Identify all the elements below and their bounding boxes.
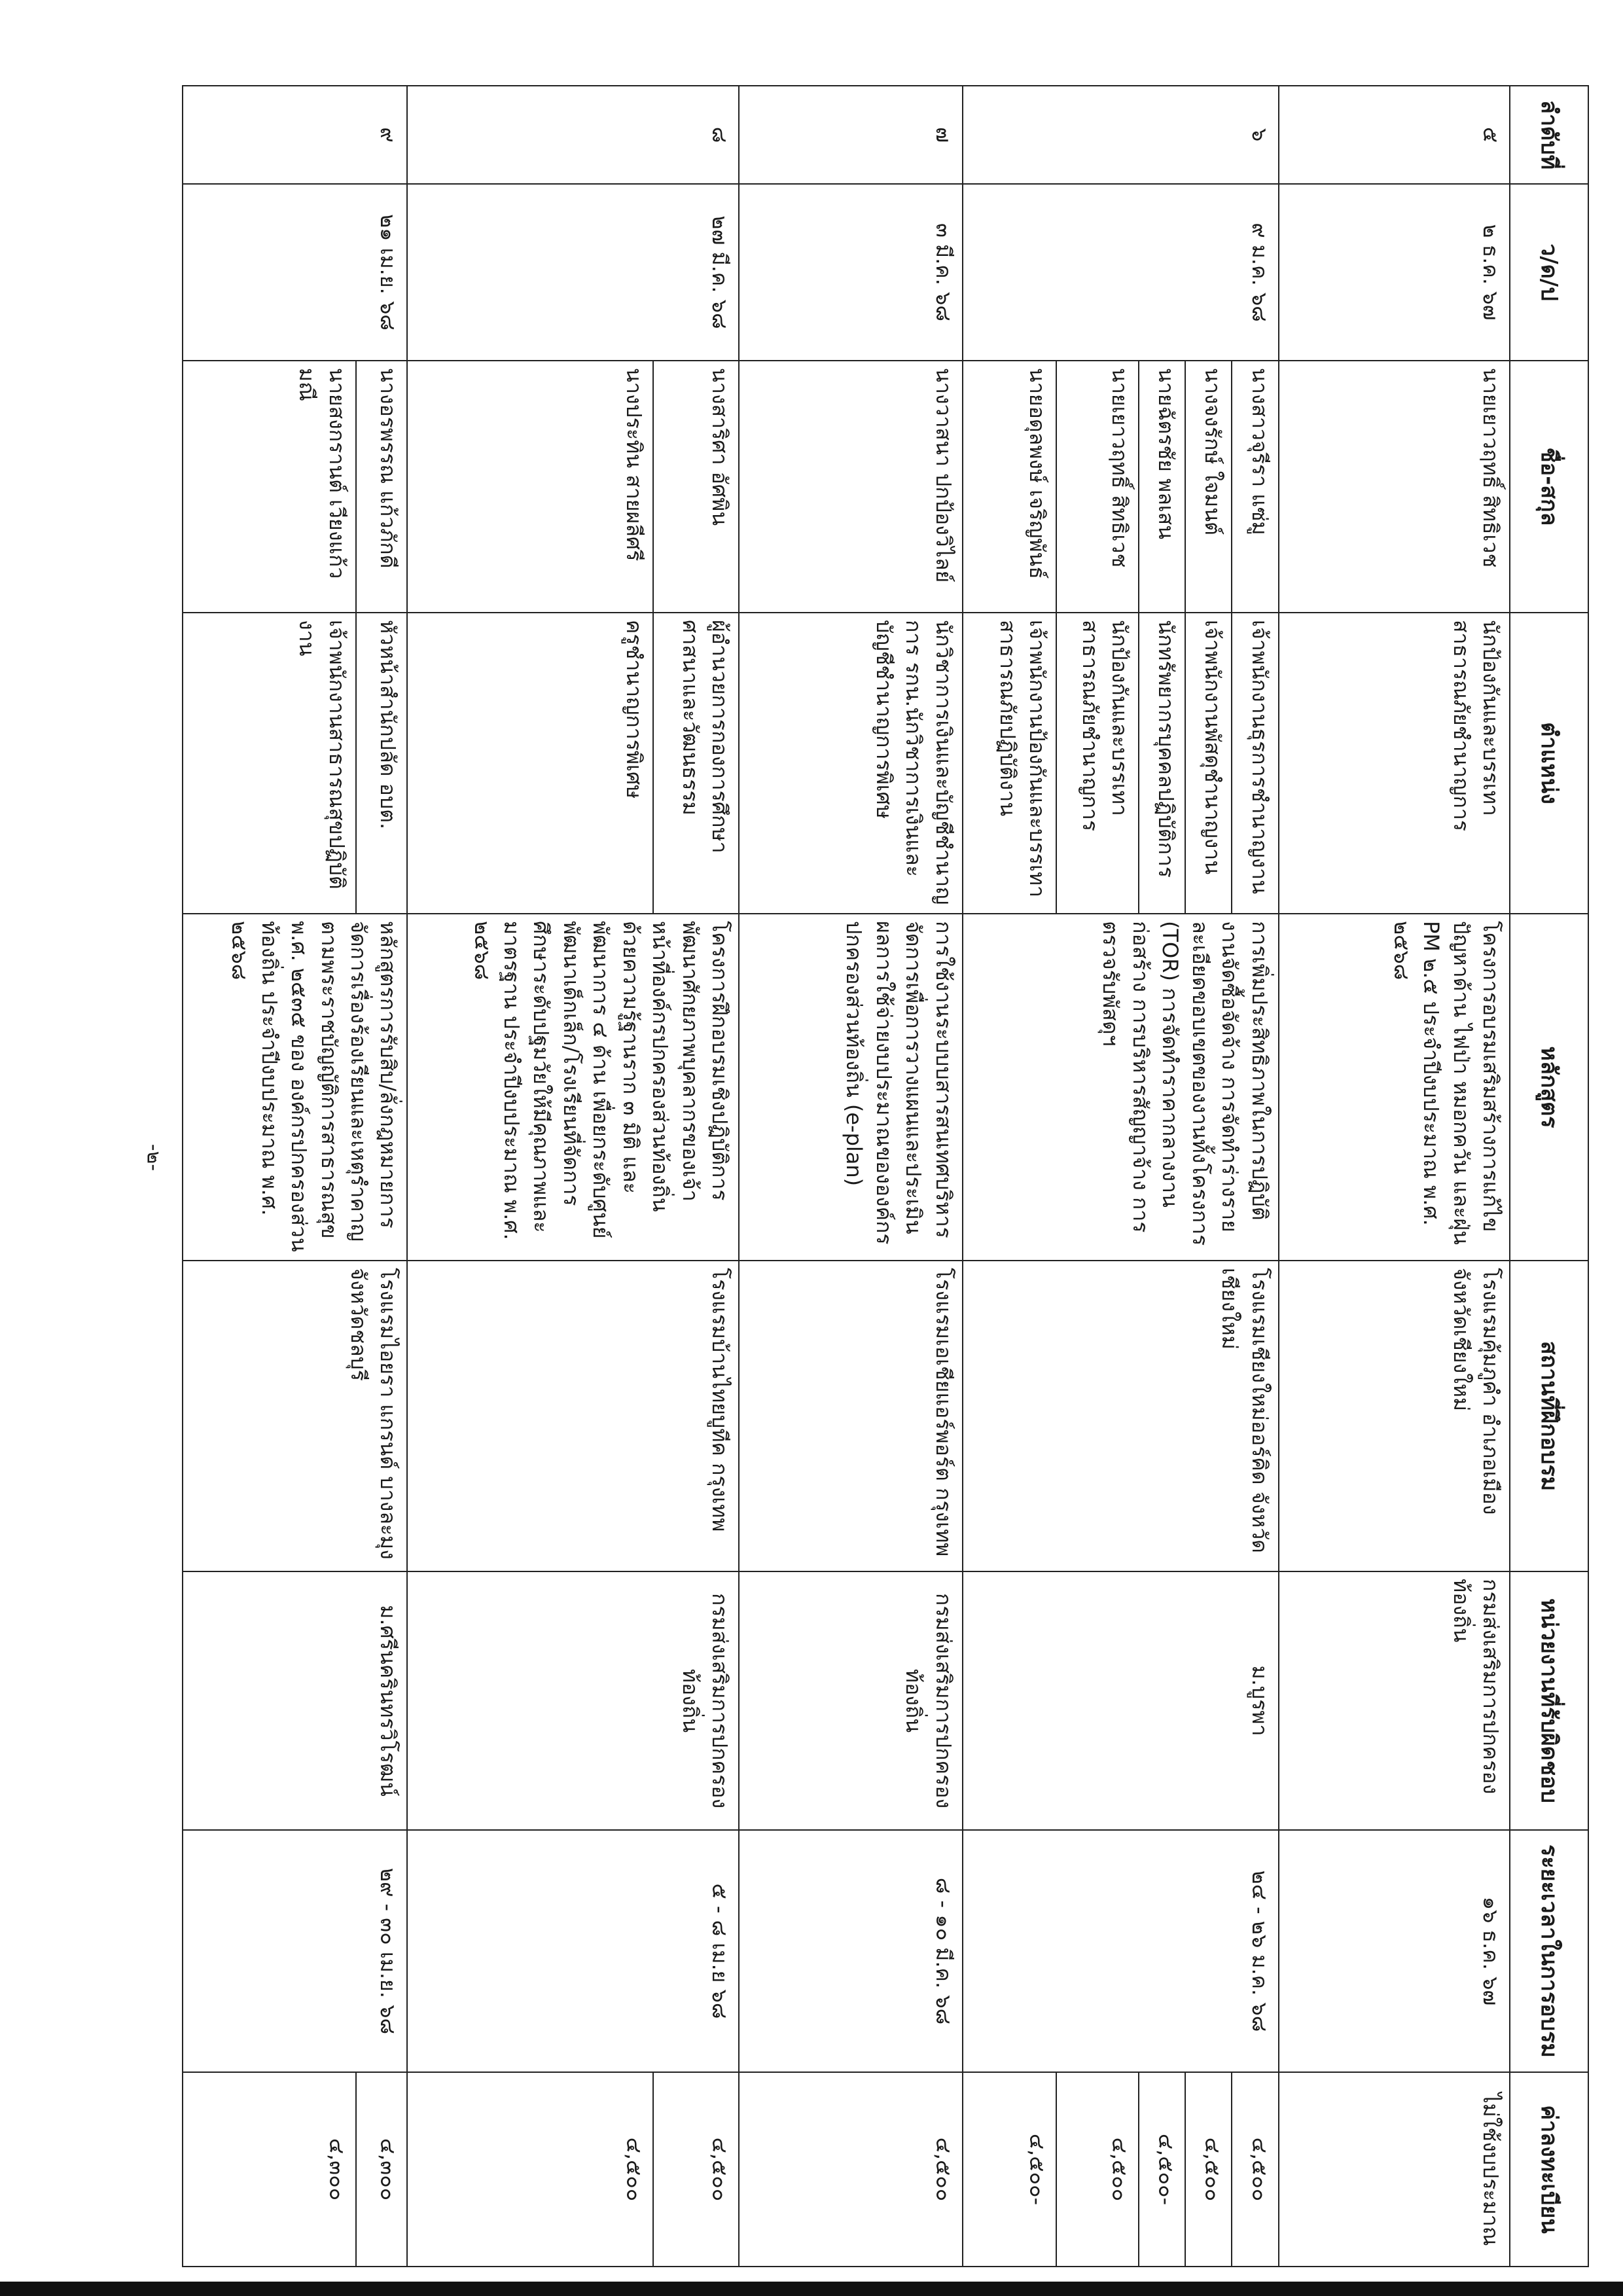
row-period: ๕ - ๘ เม.ย ๖๘ (407, 1830, 739, 2072)
row-position: เจ้าพนักงานธุรการชำนาญงาน (1232, 613, 1278, 914)
row-position: เจ้าพนักงานป้องกันและบรรเทาสาธารณภัยปฏิบัติงาน (963, 613, 1057, 914)
row-no: ๖ (963, 86, 1279, 184)
row-agency: กรมส่งเสริมการปกครองท้องถิ่น (739, 1571, 962, 1830)
row-position: นักป้องกันและบรรเทาสาธารณภัยชำนาญการ (1279, 613, 1510, 914)
row-course: หลักสูตรการรับสิบ/ลั่งกฎหมายการจัดการเรื่องร้องเรียนและเหตุรำคาญตามพระราชบัญญัติการสาธารณสุข พ.ศ. ๒๕๓๕ ของ องค์กรปกครองส่วนท้องถิ่น ประจำปีงบประมาณ พ.ศ. ๒๕๖๘ (183, 914, 407, 1261)
row-course: การเพิ่มประสิทธิภาพในการปฏิบัติงานจัดซื้อจัดจ้าง การจัดทำร่างรายละเอียดขอบเขตของงานทั้งโครงการ (TOR) การจัดทำราคากลางงานก่อสร้าง การบริหารสัญญาจ้าง การตรวจรับพัสดุฯ (963, 914, 1279, 1261)
header-venue: สถานที่ฝึกอบรม (1510, 1261, 1588, 1571)
row-fee: ๔,๓๐๐ (356, 2072, 408, 2267)
row-period: ๘ - ๑๐ มี.ค. ๖๘ (739, 1830, 962, 2072)
row-name: นางสาวจุรีรา แซ่มู (1232, 361, 1278, 613)
row-name: นายสงกรานต์ เวียงแก้วมณี (183, 361, 356, 613)
row-position: ผู้อำนวยการกองการศึกษา ศาสนาและวัฒนธรรม (653, 613, 739, 914)
header-course: หลักสูตร (1510, 914, 1588, 1261)
header-no: ลำดับที่ (1510, 86, 1588, 184)
header-position: ตำแหน่ง (1510, 613, 1588, 914)
row-fee: ๔,๕๐๐ (1232, 2072, 1278, 2267)
row-fee: ๔,๕๐๐ (653, 2072, 739, 2267)
row-no: ๘ (407, 86, 739, 184)
row-name: นางอรพรรณ แก้วภักดี (356, 361, 408, 613)
row-date: ๒๗ มี.ค. ๖๘ (407, 184, 739, 361)
row-agency: ม.บูรพา (963, 1571, 1279, 1830)
page-number: -๒- (142, 1143, 166, 1172)
row-period: ๑๖ ธ.ค. ๖๗ (1279, 1830, 1510, 2072)
table-row (1232, 86, 1278, 2267)
row-fee: ๔,๓๐๐ (183, 2072, 356, 2267)
row-name: นายอดุลพงษ์ เจริญพันธ์ (963, 361, 1057, 613)
row-date: ๙ ม.ค. ๖๘ (963, 184, 1279, 361)
row-name: นางวาสนา ปกป้องวิไลย์ (739, 361, 962, 613)
row-fee: ๔,๕๐๐ (1056, 2072, 1139, 2267)
row-no: ๙ (183, 86, 407, 184)
row-name: นางสาริศา อัศพิน (653, 361, 739, 613)
training-table (182, 85, 1589, 2267)
row-agency: กรมส่งเสริมการปกครองท้องถิ่น (407, 1571, 739, 1830)
header-period: ระยะเวลาในการอบรม (1510, 1830, 1588, 2072)
row-position: นักป้องกันและบรรเทาสาธารณภัยชำนาญการ (1056, 613, 1139, 914)
header-fee: ค่าลงทะเบียน (1510, 2072, 1588, 2267)
row-venue: โรงแรมคุ้มภูคำ อำเภอเมือง จังหวัดเชียงใหม่ (1279, 1261, 1510, 1571)
row-venue: โรงแรมเชียงใหม่ออร์คิด จังหวัดเชียงใหม่ (963, 1261, 1279, 1571)
row-date: ๒ ธ.ค. ๖๗ (1279, 184, 1510, 361)
row-fee: ไม่ใช้งบประมาณ (1279, 2072, 1510, 2267)
row-course: การใช้งานระบบบสารสนเทศบริหารจัดการเพื่อการวางแผนและประเมินผลการใช้จ่ายงบประมาณขององค์กรปกครองส่วนท้องถิ่น (e-plan) (739, 914, 962, 1261)
row-fee: ๔,๕๐๐ (407, 2072, 652, 2267)
header-date: ว/ด/ป (1510, 184, 1588, 361)
row-fee: ๔,๕๐๐ (1185, 2072, 1232, 2267)
row-course: โครงการอบรมเสริมสร้างการแก้ไขปัญหาด้าน ไฟป่า หมอกควัน และฝุ่น PM ๒.๕ ประจำปีงบประมาณ พ.ศ. ๒๕๖๘ (1279, 914, 1510, 1261)
row-position: นักทรัพยากรบุคคลปฏิบัติการ (1139, 613, 1185, 914)
row-agency: กรมส่งเสริมการปกครองท้องถิ่น (1279, 1571, 1510, 1830)
row-period: ๒๔ - ๒๖ ม.ค. ๖๘ (963, 1830, 1279, 2072)
row-date: ๒๑ เม.ย. ๖๘ (183, 184, 407, 361)
row-name: นางประทิน สายผลีศรี (407, 361, 652, 613)
row-period: ๒๙ - ๓๐ เม.ย. ๖๘ (183, 1830, 407, 2072)
table-row (356, 86, 408, 2267)
row-venue: โรงแรมบ้านไทยบูทีค กรุงเทพ (407, 1261, 739, 1571)
row-fee: ๔,๕๐๐ (739, 2072, 962, 2267)
row-position: เจ้าพนักงานพัสดุชำนาญงาน (1185, 613, 1232, 914)
row-venue: โรงแรมเอเชียแอร์พอร์ต กรุงเทพ (739, 1261, 962, 1571)
header-agency: หน่วยงานที่รับผิดชอบ (1510, 1571, 1588, 1830)
row-name: นายฉัตรชัย พลเสน (1139, 361, 1185, 613)
row-name: นางจงรักษ์ ใจมนต์ (1185, 361, 1232, 613)
row-name: นายเยาวฤทธิ์ สิทธิเวช (1279, 361, 1510, 613)
row-position: หัวหน้าสำนักปลัด อบต. (356, 613, 408, 914)
row-agency: ม.ศรีนครินทรวิโรฒน์ (183, 1571, 407, 1830)
row-venue: โรงแรมไอยรา แกรนด์ บางละมุง จังหวัดชลบุรี (183, 1261, 407, 1571)
row-course: โครงการฝึกอบรมเชิงปฏิบัติการพัฒนาศักยภาพบุคลากรของเจ้าหน้าที่องค์กรปกครองส่วนท้องถิ่น ด้วยความรู้ฐานราก ๓ มิติ และพัฒนาการ ๔ ด้าน เพื่อยกระดับศูนย์พัฒนาเด็กเล็ก/โรงเรียนที่จัดการศึกษาระดับปฐมวัยให้มีคุณภาพและมาตรฐาน ประจำปีงบประมาณ พ.ศ. ๒๕๖๘ (407, 914, 739, 1261)
training-sheet (182, 85, 1589, 2266)
row-no: ๕ (1279, 86, 1510, 184)
bottom-edge-bar (0, 2282, 1623, 2296)
row-position: เจ้าพนักงานสาธารณสุขปฏิบัติงาน (183, 613, 356, 914)
row-name: นายเยาวฤทธิ์ สิทธิเวช (1056, 361, 1139, 613)
row-fee: ๔,๕๐๐- (1139, 2072, 1185, 2267)
table-row (653, 86, 739, 2267)
header-name: ชื่อ-สกุล (1510, 361, 1588, 613)
header-row (1510, 86, 1588, 2267)
row-no: ๗ (739, 86, 962, 184)
row-date: ๓ มี.ค. ๖๘ (739, 184, 962, 361)
table-row (739, 86, 962, 2267)
row-fee: ๔,๕๐๐- (963, 2072, 1057, 2267)
table-row (1279, 86, 1510, 2267)
row-position: นักวิชาการเงินและบัญชีชำนาญการ รกน.นักวิชาการเงินและบัญชีชำนาญการพิเศษ (739, 613, 962, 914)
row-position: ครูชำนาญการพิเศษ (407, 613, 652, 914)
